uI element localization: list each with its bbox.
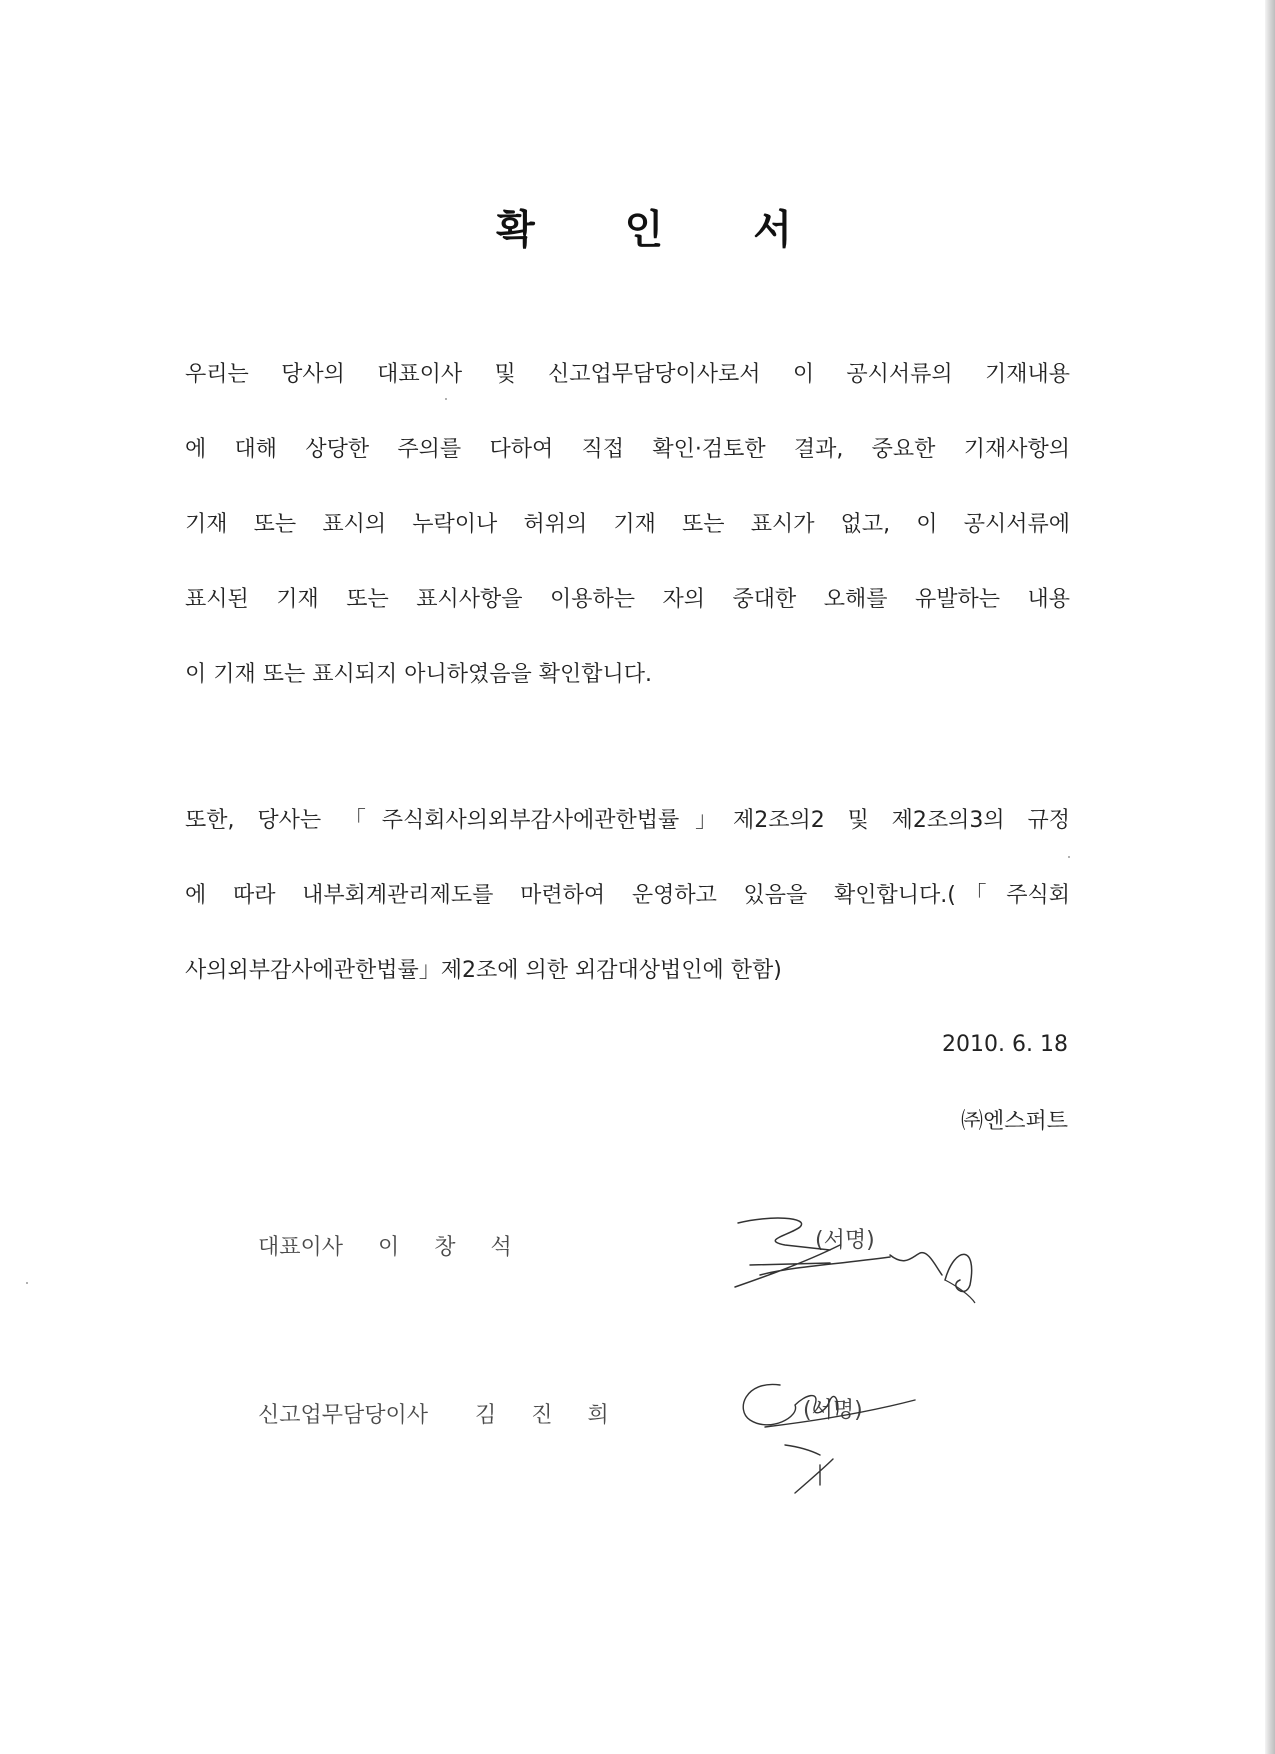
paragraph-line: 표시된 기재 또는 표시사항을 이용하는 자의 중대한 오해를 유발하는 내용 — [185, 587, 1070, 612]
scan-speck — [26, 1282, 28, 1284]
signatory-role: 대표이사 — [258, 1235, 344, 1260]
signature-label: (서명) — [803, 1398, 863, 1423]
signatory-role: 신고업무담당이사 — [258, 1403, 429, 1428]
scan-speck — [445, 398, 447, 400]
paragraph-line: 기재 또는 표시의 누락이나 허위의 기재 또는 표시가 없고, 이 공시서류에 — [185, 512, 1070, 537]
internal-control-paragraph — [185, 783, 1070, 1008]
signature-label: (서명) — [815, 1228, 875, 1253]
ceo-signature — [730, 1205, 990, 1305]
signatory-name: 김 진 희 — [475, 1403, 623, 1428]
signatory-ceo — [258, 1230, 526, 1261]
company-name: ㈜엔스퍼트 — [960, 1109, 1068, 1134]
document-title: 확 인 서 — [496, 207, 830, 253]
scan-edge-shadow — [1265, 0, 1275, 1754]
paragraph-line: 우리는 당사의 대표이사 및 신고업무담당이사로서 이 공시서류의 기재내용 — [185, 362, 1070, 387]
scan-speck — [1068, 856, 1070, 858]
signatory-name: 이 창 석 — [378, 1235, 526, 1260]
document-date: 2010. 6. 18 — [942, 1032, 1068, 1057]
paragraph-line: 또한, 당사는 「주식회사의외부감사에관한법률」제2조의2 및 제2조의3의 규정 — [185, 808, 1070, 833]
disclosure-officer-signature — [725, 1355, 925, 1495]
signatory-disclosure-officer — [258, 1398, 623, 1429]
paragraph-line: 이 기재 또는 표시되지 아니하였음을 확인합니다. — [185, 662, 653, 687]
paragraph-line: 에 대해 상당한 주의를 다하여 직접 확인·검토한 결과, 중요한 기재사항의 — [185, 437, 1070, 462]
paragraph-line: 사의외부감사에관한법률」제2조에 의한 외감대상법인에 한함) — [185, 958, 782, 983]
confirmation-paragraph — [185, 337, 1070, 712]
paragraph-line: 에 따라 내부회계관리제도를 마련하여 운영하고 있음을 확인합니다.(「주식회 — [185, 883, 1070, 908]
